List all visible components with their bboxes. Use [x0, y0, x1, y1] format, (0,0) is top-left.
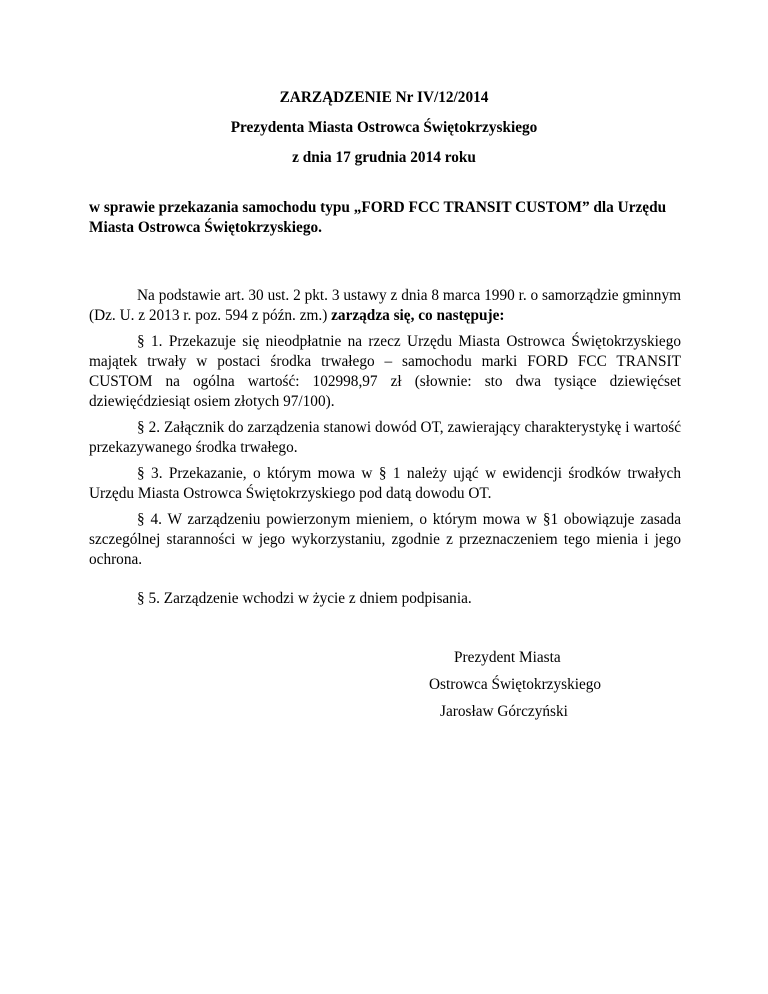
preamble-paragraph — [89, 286, 681, 326]
section-1-text: § 1. Przekazuje się nieodpłatnie na rzecz Urzędu Miasta Ostrowca Świętokrzyskiego majątek trwały w postaci środka trwałego – samochodu marki FORD FCC TRANSIT CUSTOM na ogólna wartość: 102998,97 zł (słownie: sto dwa tysiące dziewięćset dziewięćdziesiąt osiem złotych 97/100). — [89, 333, 681, 410]
section-4-text: § 4. W zarządzeniu powierzonym mieniem, o którym mowa w §1 obowiązuje zasada szczególnej staranności w jego wykorzystaniu, zgodnie z przeznaczeniem tego mienia i jego ochrona. — [89, 511, 681, 568]
document-title: ZARZĄDZENIE Nr IV/12/2014 — [279, 89, 489, 106]
signature-title: Prezydent Miasta — [454, 649, 561, 666]
preamble-text: Na podstawie art. 30 ust. 2 pkt. 3 ustawy z dnia 8 marca 1990 r. o samorządzie gminnym (Dz. U. z 2013 r. poz. 594 z późn. zm.) — [89, 287, 681, 324]
section-3-text: § 3. Przekazanie, o którym mowa w § 1 należy ująć w ewidencji środków trwałych Urzędu Miasta Ostrowca Świętokrzyskiego pod datą dowodu OT. — [89, 465, 681, 502]
document-subject: w sprawie przekazania samochodu typu „FORD FCC TRANSIT CUSTOM” dla Urzędu Miasta Ostrowca Świętokrzyskiego. — [89, 199, 667, 236]
section-4-paragraph — [89, 510, 681, 570]
document-date: z dnia 17 grudnia 2014 roku — [292, 149, 476, 166]
section-5-text: § 5. Zarządzenie wchodzi w życie z dniem podpisania. — [137, 590, 472, 607]
section-5-paragraph — [89, 589, 681, 609]
section-2-text: § 2. Załącznik do zarządzenia stanowi dowód OT, zawierający charakterystykę i wartość przekazywanego środka trwałego. — [89, 419, 681, 456]
section-3-paragraph — [89, 464, 681, 504]
signature-name: Jarosław Górczyński — [440, 703, 568, 720]
signature-city: Ostrowca Świętokrzyskiego — [429, 676, 602, 693]
preamble-bold-text: zarządza się, co następuje: — [331, 307, 505, 324]
section-2-paragraph — [89, 418, 681, 458]
section-1-paragraph — [89, 332, 681, 412]
document-issuer: Prezydenta Miasta Ostrowca Świętokrzyskiego — [230, 119, 538, 136]
